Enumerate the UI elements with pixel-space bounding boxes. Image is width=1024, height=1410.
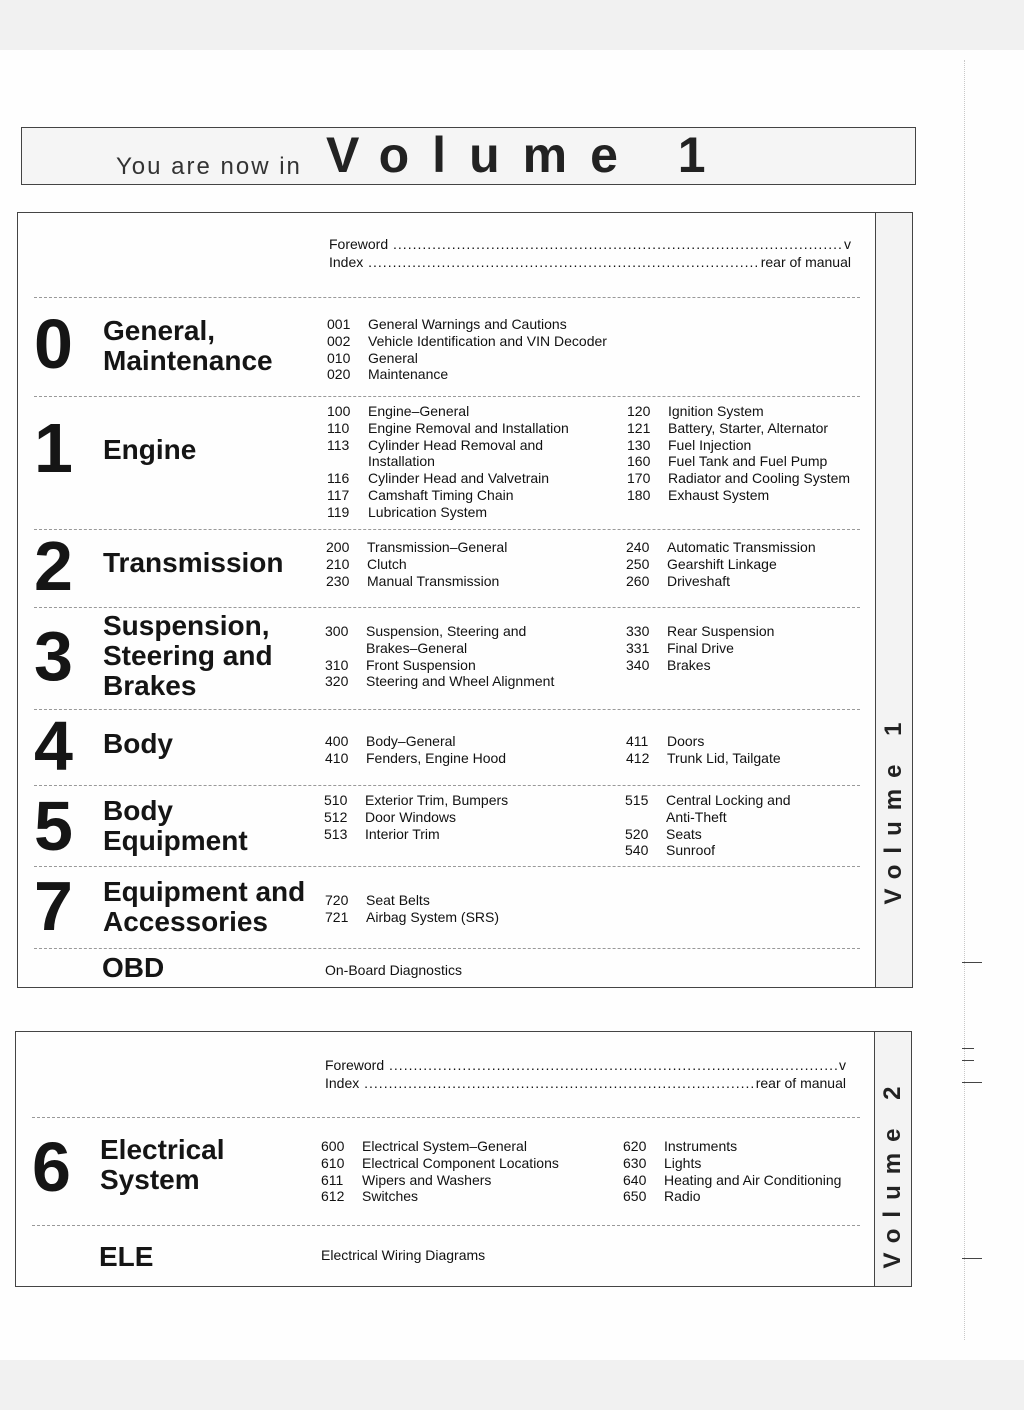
chapter-entry[interactable]: 630 Lights <box>623 1154 702 1171</box>
section-number: 2 <box>34 527 73 605</box>
chapter-entry[interactable]: 611 Wipers and Washers <box>321 1171 492 1188</box>
chapter-entry[interactable]: 330 Rear Suspension <box>626 623 775 639</box>
chapter-list <box>325 892 499 926</box>
front-matter-row[interactable]: Foreword ..... v <box>325 1056 846 1074</box>
chapter-list <box>326 539 507 589</box>
chapter-entry[interactable]: 230 Manual Transmission <box>326 572 500 589</box>
divider <box>34 607 860 608</box>
edge-tick <box>962 1258 982 1259</box>
section-number: 0 <box>34 305 73 383</box>
front-matter <box>329 235 851 271</box>
appendix-code[interactable]: OBD <box>102 952 165 983</box>
section-title[interactable]: Body Equipment <box>103 795 248 856</box>
chapter-list <box>321 1138 559 1205</box>
edge-tick <box>962 962 982 963</box>
chapter-entry[interactable]: 116 Cylinder Head and Valvetrain <box>327 470 550 487</box>
volume-banner <box>21 127 916 185</box>
chapter-entry[interactable]: 120 Ignition System <box>627 403 764 419</box>
chapter-entry[interactable]: 400 Body–General <box>325 733 456 749</box>
chapter-entry[interactable]: 160 Fuel Tank and Fuel Pump <box>627 453 828 470</box>
chapter-entry[interactable]: 121 Battery, Starter, Alternator <box>627 419 829 436</box>
chapter-entry[interactable]: 610 Electrical Component Locations <box>321 1154 559 1171</box>
chapter-entry[interactable]: 411 Doors <box>626 733 705 749</box>
chapter-list <box>327 403 569 521</box>
chapter-entry[interactable]: 513 Interior Trim <box>324 825 440 842</box>
section-number: 6 <box>32 1128 71 1206</box>
chapter-entry[interactable]: 412 Trunk Lid, Tailgate <box>626 749 781 766</box>
chapter-entry[interactable]: 100 Engine–General <box>327 403 470 419</box>
chapter-entry[interactable]: 110 Engine Removal and Installation <box>327 419 569 436</box>
volume-2-contents <box>15 1031 912 1287</box>
chapter-list <box>626 733 781 767</box>
chapter-entry[interactable]: 540 Sunroof <box>625 842 716 859</box>
chapter-list <box>626 623 774 673</box>
divider <box>32 1117 860 1118</box>
chapter-entry[interactable]: 515 Central Locking and Anti-Theft <box>625 792 791 825</box>
divider <box>34 709 860 710</box>
edge-tick <box>962 1048 974 1049</box>
section-title[interactable]: Body <box>103 728 173 759</box>
chapter-entry[interactable]: 117 Camshaft Timing Chain <box>327 486 514 503</box>
chapter-entry[interactable]: 020 Maintenance <box>327 366 449 383</box>
section-title[interactable]: Transmission <box>103 547 284 578</box>
chapter-list <box>623 1138 841 1205</box>
section-number: 4 <box>34 707 73 785</box>
divider <box>34 785 860 786</box>
section-number: 7 <box>34 867 73 945</box>
chapter-entry[interactable]: 320 Steering and Wheel Alignment <box>325 673 555 690</box>
chapter-entry[interactable]: 010 General <box>327 349 418 366</box>
chapter-entry[interactable]: 721 Airbag System (SRS) <box>325 908 500 925</box>
section-title[interactable]: Engine <box>103 434 197 465</box>
chapter-entry[interactable]: 510 Exterior Trim, Bumpers <box>324 792 509 808</box>
chapter-entry[interactable]: 512 Door Windows <box>324 808 457 825</box>
chapter-entry[interactable]: 600 Electrical System–General <box>321 1138 527 1154</box>
chapter-entry[interactable]: 250 Gearshift Linkage <box>626 555 777 572</box>
divider <box>34 396 860 397</box>
chapter-list <box>325 733 506 767</box>
divider <box>34 948 860 949</box>
volume-tab <box>874 1032 911 1286</box>
chapter-entry[interactable]: 340 Brakes <box>626 656 711 673</box>
section-title[interactable]: Equipment and Accessories <box>103 876 306 937</box>
chapter-entry[interactable]: 002 Vehicle Identification and VIN Decoder <box>327 332 607 349</box>
front-matter <box>325 1056 846 1092</box>
chapter-entry[interactable]: 720 Seat Belts <box>325 892 430 908</box>
chapter-list <box>627 403 850 504</box>
divider <box>34 529 860 530</box>
chapter-entry[interactable]: 119 Lubrication System <box>327 503 488 520</box>
chapter-entry[interactable]: 130 Fuel Injection <box>627 436 752 453</box>
divider <box>34 297 860 298</box>
chapter-entry[interactable]: 180 Exhaust System <box>627 486 770 503</box>
edge-tick <box>962 1060 974 1061</box>
banner-volume: Volume 1 <box>326 127 729 183</box>
chapter-entry[interactable]: 620 Instruments <box>623 1138 738 1154</box>
front-matter-row[interactable]: Index ..... rear of manual <box>329 253 851 271</box>
chapter-list <box>626 539 816 589</box>
chapter-entry[interactable]: 113 Cylinder Head Removal and Installation <box>327 436 544 470</box>
page-edge-line <box>964 60 965 1340</box>
section-title[interactable]: Electrical System <box>100 1134 225 1195</box>
chapter-entry[interactable]: 001 General Warnings and Cautions <box>327 316 567 332</box>
chapter-entry[interactable]: 260 Driveshaft <box>626 572 731 589</box>
chapter-entry[interactable]: 170 Radiator and Cooling System <box>627 470 851 487</box>
appendix-code[interactable]: ELE <box>99 1241 154 1272</box>
chapter-list <box>325 623 554 690</box>
chapter-list <box>324 792 508 842</box>
volume-tab-label: Volume 2 <box>879 1075 906 1269</box>
chapter-list <box>327 316 607 383</box>
banner-prefix: You are now in <box>116 153 302 180</box>
chapter-entry[interactable]: 640 Heating and Air Conditioning <box>623 1171 842 1188</box>
volume-tab-label: Volume 1 <box>880 711 907 905</box>
section-number: 1 <box>34 409 73 487</box>
chapter-entry[interactable]: 210 Clutch <box>326 555 407 572</box>
section-number: 3 <box>34 617 73 695</box>
chapter-entry[interactable]: 410 Fenders, Engine Hood <box>325 749 507 766</box>
edge-tick <box>962 1082 982 1083</box>
chapter-entry[interactable]: 240 Automatic Transmission <box>626 539 816 555</box>
chapter-entry[interactable]: 520 Seats <box>625 825 702 842</box>
front-matter-row[interactable]: Foreword ..... v <box>329 235 851 253</box>
front-matter-row[interactable]: Index ..... rear of manual <box>325 1074 846 1092</box>
chapter-entry[interactable]: 310 Front Suspension <box>325 656 476 673</box>
chapter-entry[interactable]: 200 Transmission–General <box>326 539 508 555</box>
volume-tab <box>875 213 912 987</box>
chapter-entry[interactable]: 612 Switches <box>321 1188 419 1205</box>
divider <box>32 1225 860 1226</box>
appendix-description: Electrical Wiring Diagrams <box>321 1247 486 1263</box>
section-title[interactable]: General, Maintenance <box>103 315 273 376</box>
section-number: 5 <box>34 787 73 865</box>
chapter-list <box>625 792 791 859</box>
chapter-entry[interactable]: 650 Radio <box>623 1188 701 1205</box>
volume-1-contents <box>17 212 913 988</box>
section-title[interactable]: Suspension, Steering and Brakes <box>103 610 273 701</box>
chapter-entry[interactable]: 331 Final Drive <box>626 639 734 656</box>
chapter-entry[interactable]: 300 Suspension, Steering and Brakes–General <box>325 623 527 656</box>
divider <box>34 866 860 867</box>
appendix-description: On-Board Diagnostics <box>325 962 462 978</box>
